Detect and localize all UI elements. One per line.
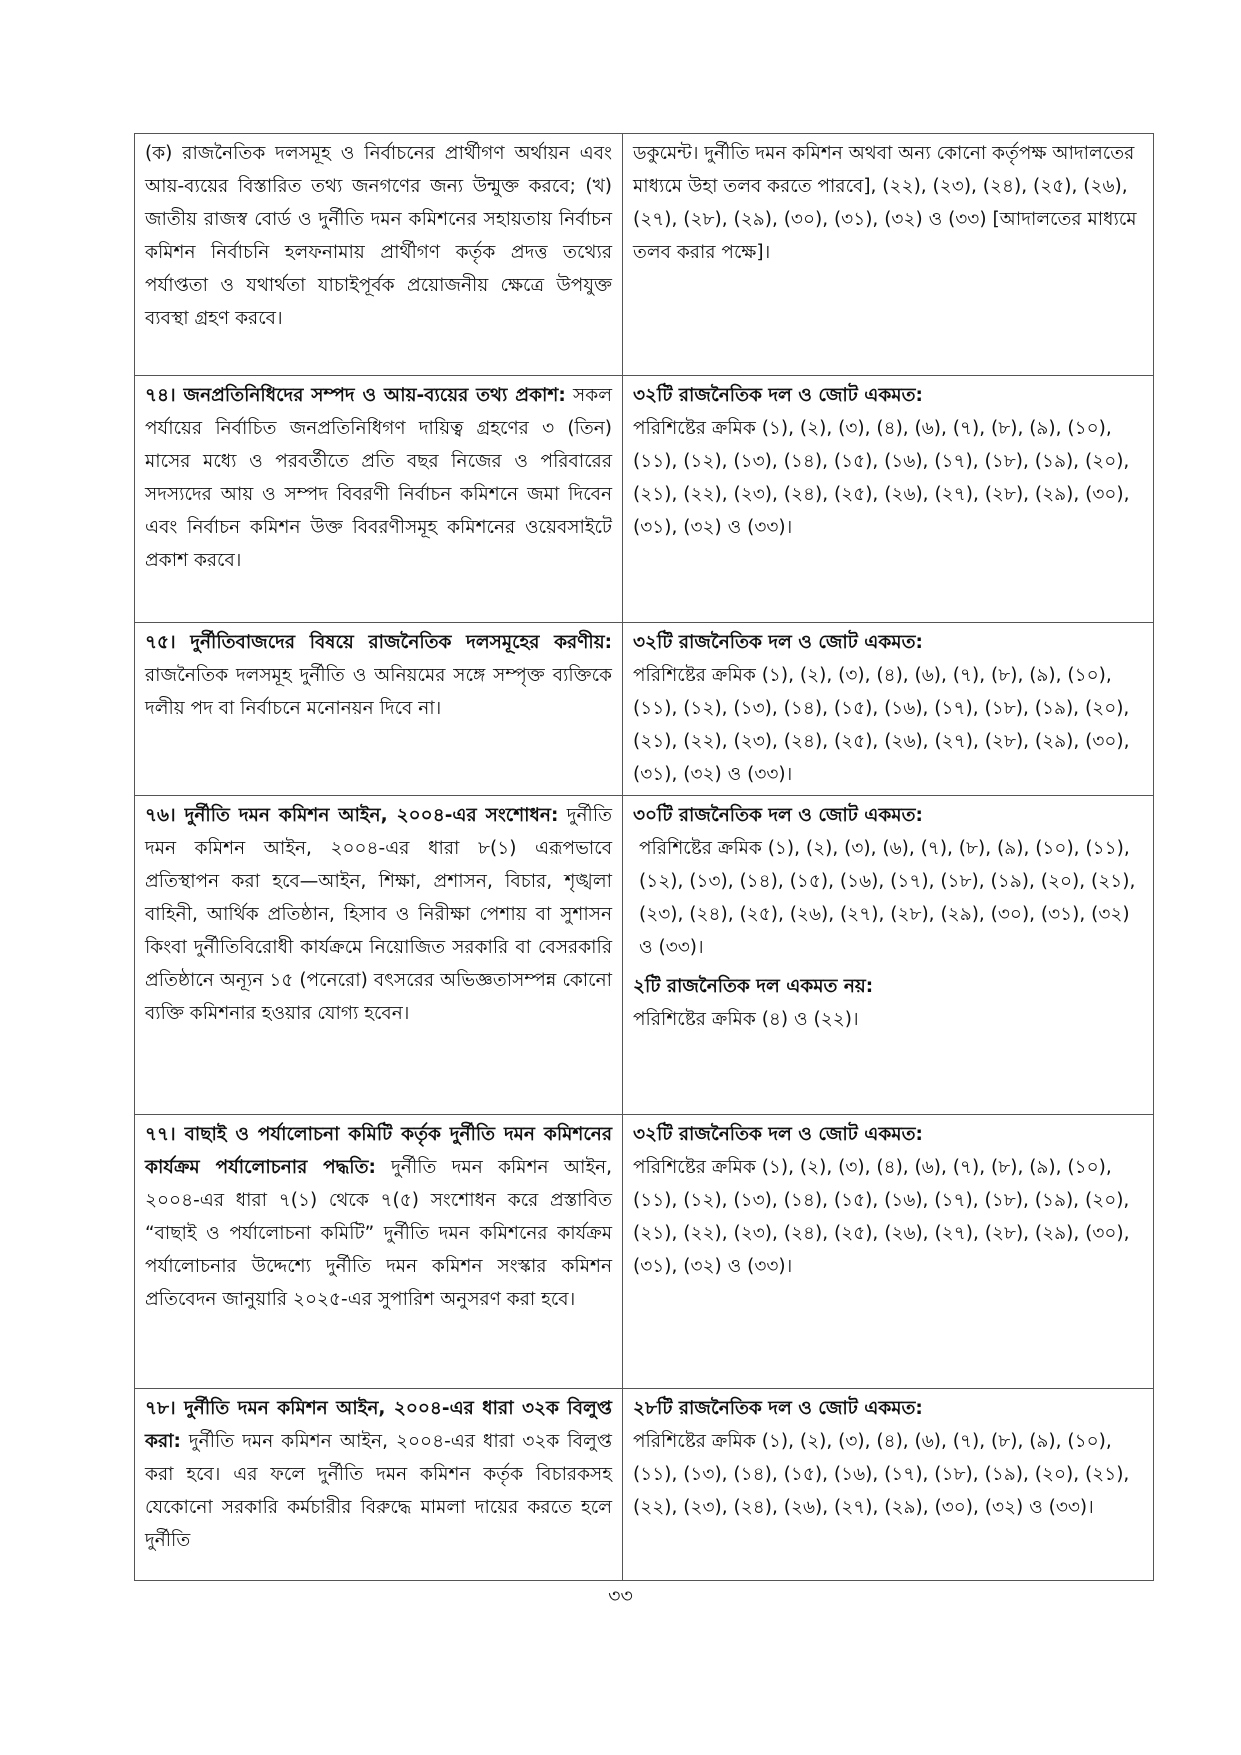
consensus-body: ডকুমেন্ট। দুর্নীতি দমন কমিশন অথবা অন্য কোনো কর্তৃপক্ষ আদালতের মাধ্যমে উহা তলব করতে পারবে], (২২), (২৩), (২৪), (২৫), (২৬), (২৭), (২৮), (২৯), (৩০), (৩১), (৩২) ও (৩৩) [আদালতের মাধ্যমে তলব করার পক্ষে]। [633, 143, 1137, 263]
proposal-body: দুর্নীতি দমন কমিশন আইন, ২০০৪-এর ধারা ৩২ক বিলুপ্ত করা হবে। এর ফলে দুর্নীতি দমন কমিশন কর্তৃক বিচারকসহ যেকোনো সরকারি কর্মচারীর বিরুদ্ধে মামলা দায়ের করতে হলে দুর্নীতি [145, 1431, 612, 1551]
consensus-body: পরিশিষ্টের ক্রমিক (১), (২), (৩), (৪), (৬), (৭), (৮), (৯), (১০), (১১), (১২), (১৩), (১৪), (১৫), (১৬), (১৭), (১৮), (১৯), (২০), (২১), (২২), (২৩), (২৪), (২৫), (২৬), (২৭), (২৮), (২৯), (৩০), (৩১), (৩২) ও (৩৩)। [633, 1157, 1130, 1277]
consensus-body: পরিশিষ্টের ক্রমিক (১), (২), (৩), (৪), (৬), (৭), (৮), (৯), (১০), (১১), (১২), (১৩), (১৪), (১৫), (১৬), (১৭), (১৮), (১৯), (২০), (২১), (২২), (২৩), (২৪), (২৫), (২৬), (২৭), (২৮), (২৯), (৩০), (৩১), (৩২) ও (৩৩)। [633, 665, 1130, 785]
consensus-heading: ৩০টি রাজনৈতিক দল ও জোট একমত: [633, 805, 923, 826]
table-row [135, 134, 1154, 376]
proposal-body: সকল পর্যায়ের নির্বাচিত জনপ্রতিনিধিগণ দায়িত্ব গ্রহণের ৩ (তিন) মাসের মধ্যে ও পরবর্তীতে প্রতি বছর নিজের ও পরিবারের সদস্যদের আয় ও সম্পদ বিবরণী নির্বাচন কমিশনে জমা দিবেন এবং নির্বাচন কমিশন উক্ত বিবরণীসমূহ কমিশনের ওয়েবসাইটে প্রকাশ করবে। [145, 385, 612, 571]
consensus-heading: ৩২টি রাজনৈতিক দল ও জোট একমত: [633, 632, 923, 653]
proposal-heading: ৭৫। দুর্নীতিবাজদের বিষয়ে রাজনৈতিক দলসমূহের করণীয়: [145, 632, 612, 653]
consensus-heading: ৩২টি রাজনৈতিক দল ও জোট একমত: [633, 385, 923, 406]
table-row [135, 1389, 1154, 1581]
proposal-heading: ৭৭। বাছাই ও পর্যালোচনা কমিটি কর্তৃক দুর্নীতি দমন কমিশনের কার্যক্রম পর্যালোচনার পদ্ধতি: [145, 1124, 612, 1178]
consensus-heading: ২৮টি রাজনৈতিক দল ও জোট একমত: [633, 1398, 923, 1419]
proposal-cell [135, 1389, 623, 1581]
party-consensus-cell [623, 134, 1154, 376]
table-row [135, 376, 1154, 623]
proposal-cell [135, 623, 623, 796]
page-number: ৩৩ [608, 1585, 633, 1607]
consensus-body: পরিশিষ্টের ক্রমিক (১), (২), (৩), (৪), (৬), (৭), (৮), (৯), (১০), (১১), (১৩), (১৪), (১৫), (১৬), (১৭), (১৮), (১৯), (২০), (২১), (২২), (২৩), (২৪), (২৬), (২৭), (২৯), (৩০), (৩২) ও (৩৩)। [633, 1431, 1130, 1518]
proposal-heading: ৭৪। জনপ্রতিনিধিদের সম্পদ ও আয়-ব্যয়ের তথ্য প্রকাশ: [145, 385, 566, 406]
dissent-body: পরিশিষ্টের ক্রমিক (৪) ও (২২)। [633, 1009, 859, 1030]
dissent-heading: ২টি রাজনৈতিক দল একমত নয়: [633, 976, 874, 997]
proposal-body: দুর্নীতি দমন কমিশন আইন, ২০০৪-এর ধারা ৭(১) থেকে ৭(৫) সংশোধন করে প্রস্তাবিত “বাছাই ও পর্যালোচনা কমিটি” দুর্নীতি দমন কমিশনের কার্যক্রম পর্যালোচনার উদ্দেশ্যে দুর্নীতি দমন কমিশন সংস্কার কমিশন প্রতিবেদন জানুয়ারি ২০২৫-এর সুপারিশ অনুসরণ করা হবে। [145, 1157, 612, 1310]
proposal-body: দুর্নীতি দমন কমিশন আইন, ২০০৪-এর ধারা ৮(১) এরূপভাবে প্রতিস্থাপন করা হবে—আইন, শিক্ষা, প্রশাসন, বিচার, শৃঙ্খলা বাহিনী, আর্থিক প্রতিষ্ঠান, হিসাব ও নিরীক্ষা পেশায় বা সুশাসন কিংবা দুর্নীতিবিরোধী কার্যক্রমে নিয়োজিত সরকারি বা বেসরকারি প্রতিষ্ঠানে অন্যূন ১৫ (পনেরো) বৎসরের অভিজ্ঞতাসম্পন্ন কোনো ব্যক্তি কমিশনার হওয়ার যোগ্য হবেন। [145, 805, 612, 1024]
consensus-body: পরিশিষ্টের ক্রমিক (১), (২), (৩), (৬), (৭), (৮), (৯), (১০), (১১), (১২), (১৩), (১৪), (১৫), (১৬), (১৭), (১৮), (১৯), (২০), (২১), (২৩), (২৪), (২৫), (২৬), (২৭), (২৮), (২৯), (৩০), (৩১), (৩২) ও (৩৩)। [639, 838, 1136, 958]
recommendations-table [134, 133, 1154, 1581]
party-consensus-cell [623, 1389, 1154, 1581]
table-row [135, 796, 1154, 1115]
proposal-cell [135, 1115, 623, 1389]
proposal-heading: ৭৮। দুর্নীতি দমন কমিশন আইন, ২০০৪-এর ধারা ৩২ক বিলুপ্ত করা: [145, 1398, 612, 1452]
proposal-cell [135, 134, 623, 376]
proposal-heading: ৭৬। দুর্নীতি দমন কমিশন আইন, ২০০৪-এর সংশোধন: [145, 805, 559, 826]
consensus-body: পরিশিষ্টের ক্রমিক (১), (২), (৩), (৪), (৬), (৭), (৮), (৯), (১০), (১১), (১২), (১৩), (১৪), (১৫), (১৬), (১৭), (১৮), (১৯), (২০), (২১), (২২), (২৩), (২৪), (২৫), (২৬), (২৭), (২৮), (২৯), (৩০), (৩১), (৩২) ও (৩৩)। [633, 418, 1130, 538]
proposal-cell [135, 796, 623, 1115]
proposal-cell [135, 376, 623, 623]
consensus-heading: ৩২টি রাজনৈতিক দল ও জোট একমত: [633, 1124, 923, 1145]
proposal-body: (ক) রাজনৈতিক দলসমূহ ও নির্বাচনের প্রার্থীগণ অর্থায়ন এবং আয়-ব্যয়ের বিস্তারিত তথ্য জনগণের জন্য উন্মুক্ত করবে; (খ) জাতীয় রাজস্ব বোর্ড ও দুর্নীতি দমন কমিশনের সহায়তায় নির্বাচন কমিশন নির্বাচনি হলফনামায় প্রার্থীগণ কর্তৃক প্রদত্ত তথ্যের পর্যাপ্ততা ও যথার্থতা যাচাইপূর্বক প্রয়োজনীয় ক্ষেত্রে উপযুক্ত ব্যবস্থা গ্রহণ করবে। [145, 143, 612, 329]
party-consensus-cell [623, 623, 1154, 796]
table-row [135, 623, 1154, 796]
party-consensus-cell [623, 796, 1154, 1115]
party-consensus-cell [623, 376, 1154, 623]
table-row [135, 1115, 1154, 1389]
party-consensus-cell [623, 1115, 1154, 1389]
proposal-body: রাজনৈতিক দলসমূহ দুর্নীতি ও অনিয়মের সঙ্গে সম্পৃক্ত ব্যক্তিকে দলীয় পদ বা নির্বাচনে মনোনয়ন দিবে না। [145, 665, 612, 719]
